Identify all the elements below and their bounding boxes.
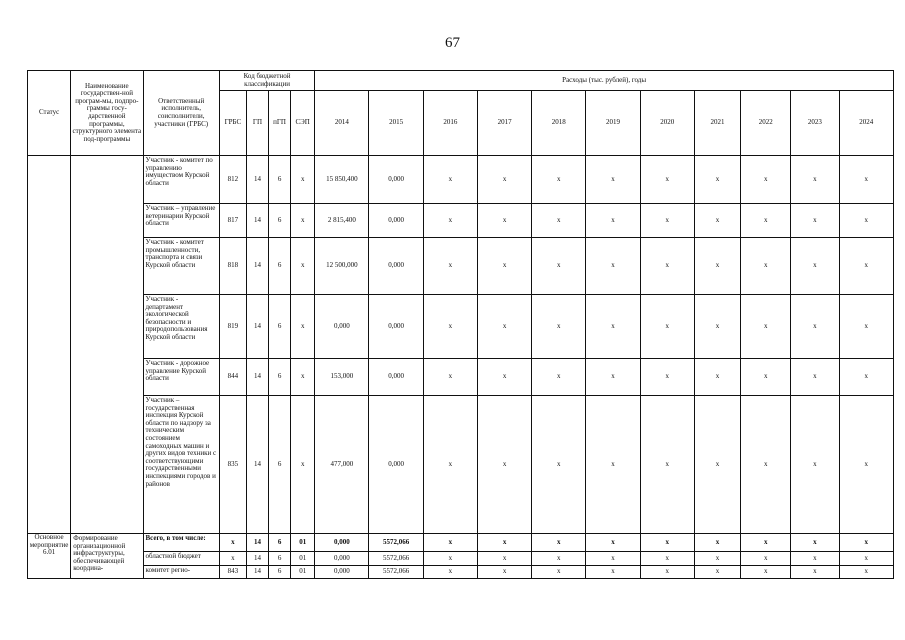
code-gp: 14 [246, 552, 268, 566]
header-year-2019: 2019 [586, 91, 640, 156]
code-grbs: x [219, 552, 246, 566]
table-row [28, 295, 894, 359]
value-2019: x [586, 534, 640, 552]
value-2024: x [839, 566, 893, 579]
code-gp: 14 [246, 396, 268, 534]
participant-name: Участник – управление ветеринарии Курской области [143, 204, 219, 238]
value-2024: x [839, 534, 893, 552]
participant-name: Участник - комитет промышленности, транспорта и связи Курской области [143, 238, 219, 295]
value-2016: x [423, 359, 477, 396]
code-gp: 14 [246, 534, 268, 552]
value-2020: x [640, 238, 694, 295]
program-name-cell-empty [71, 156, 143, 534]
value-2015: 0,000 [369, 359, 423, 396]
table-row [28, 396, 894, 534]
value-2022: x [741, 238, 791, 295]
value-2021: x [694, 204, 740, 238]
table-row [28, 359, 894, 396]
value-2017: x [477, 295, 531, 359]
value-2015: 0,000 [369, 295, 423, 359]
code-pgp: 6 [269, 552, 291, 566]
value-2024: x [839, 396, 893, 534]
value-2014: 15 850,400 [315, 156, 369, 204]
value-2019: x [586, 238, 640, 295]
page-number: 67 [445, 35, 460, 51]
value-2016: x [423, 204, 477, 238]
budget-table [27, 70, 894, 579]
code-grbs: 843 [219, 566, 246, 579]
code-pgp: 6 [269, 156, 291, 204]
value-2021: x [694, 359, 740, 396]
header-year-2017: 2017 [477, 91, 531, 156]
value-2014: 0,000 [315, 295, 369, 359]
value-2021: x [694, 396, 740, 534]
code-gp: 14 [246, 238, 268, 295]
header-expenses: Расходы (тыс. рублей), годы [315, 71, 894, 91]
code-grbs: x [219, 534, 246, 552]
table-row [28, 238, 894, 295]
value-2018: x [532, 552, 586, 566]
code-gp: 14 [246, 156, 268, 204]
status-cell-empty [28, 156, 71, 534]
header-year-2023: 2023 [791, 91, 839, 156]
value-2015: 0,000 [369, 238, 423, 295]
code-sep: x [291, 295, 315, 359]
code-gp: 14 [246, 566, 268, 579]
header-year-2016: 2016 [423, 91, 477, 156]
value-2014: 477,000 [315, 396, 369, 534]
value-2018: x [532, 566, 586, 579]
value-2014: 12 500,000 [315, 238, 369, 295]
value-2014: 0,000 [315, 534, 369, 552]
value-2022: x [741, 204, 791, 238]
value-2021: x [694, 552, 740, 566]
activity-row [28, 552, 894, 566]
value-2023: x [791, 566, 839, 579]
participant-name: Участник - дорожное управление Курской области [143, 359, 219, 396]
code-grbs: 819 [219, 295, 246, 359]
code-grbs: 817 [219, 204, 246, 238]
header-year-2015: 2015 [369, 91, 423, 156]
value-2022: x [741, 534, 791, 552]
code-pgp: 6 [269, 204, 291, 238]
header-year-2022: 2022 [741, 91, 791, 156]
header-code-1: ГРБС [219, 91, 246, 156]
value-2015: 5572,066 [369, 534, 423, 552]
value-2023: x [791, 359, 839, 396]
value-2024: x [839, 552, 893, 566]
value-2020: x [640, 534, 694, 552]
value-2017: x [477, 552, 531, 566]
header-code-3: пГП [269, 91, 291, 156]
code-sep: 01 [291, 534, 315, 552]
value-2019: x [586, 359, 640, 396]
value-2018: x [532, 396, 586, 534]
value-2024: x [839, 238, 893, 295]
header-budget-code: Код бюджетной классификации [219, 71, 314, 91]
value-2014: 0,000 [315, 566, 369, 579]
value-2018: x [532, 156, 586, 204]
value-2017: x [477, 204, 531, 238]
value-2018: x [532, 204, 586, 238]
code-gp: 14 [246, 359, 268, 396]
value-2019: x [586, 552, 640, 566]
value-2015: 0,000 [369, 156, 423, 204]
header-year-2024: 2024 [839, 91, 893, 156]
header-year-2021: 2021 [694, 91, 740, 156]
value-2017: x [477, 238, 531, 295]
value-2020: x [640, 156, 694, 204]
value-2021: x [694, 295, 740, 359]
value-2020: x [640, 396, 694, 534]
header-year-2018: 2018 [532, 91, 586, 156]
code-grbs: 818 [219, 238, 246, 295]
activity-row [28, 566, 894, 579]
activity-row [28, 534, 894, 552]
value-2014: 2 815,400 [315, 204, 369, 238]
value-2015: 5572,066 [369, 566, 423, 579]
value-2016: x [423, 238, 477, 295]
value-2016: x [423, 566, 477, 579]
code-pgp: 6 [269, 566, 291, 579]
value-2018: x [532, 238, 586, 295]
participant-name: Участник – государственная инспекция Курской области по надзору за техническим состоянием самоходных машин и других видов техники с соответствующими государственными инспекциями городов и районов [143, 396, 219, 534]
header-code-2: ГП [246, 91, 268, 156]
value-2019: x [586, 204, 640, 238]
code-sep: x [291, 396, 315, 534]
value-2017: x [477, 534, 531, 552]
code-pgp: 6 [269, 295, 291, 359]
value-2023: x [791, 156, 839, 204]
value-2016: x [423, 396, 477, 534]
code-pgp: 6 [269, 359, 291, 396]
code-sep: x [291, 204, 315, 238]
value-2016: x [423, 552, 477, 566]
value-2022: x [741, 156, 791, 204]
header-program-name: Наименование государствен-ной програм-мы, подпро-граммы госу-дарственной программы, структурного элемента под-программы [71, 71, 143, 156]
value-2020: x [640, 552, 694, 566]
table-row [28, 156, 894, 204]
code-grbs: 844 [219, 359, 246, 396]
value-2024: x [839, 204, 893, 238]
value-2019: x [586, 396, 640, 534]
value-2020: x [640, 295, 694, 359]
participant-name: Участник - комитет по управлению имуществом Курской области [143, 156, 219, 204]
code-pgp: 6 [269, 534, 291, 552]
value-2023: x [791, 204, 839, 238]
value-2015: 5572,066 [369, 552, 423, 566]
value-2023: x [791, 396, 839, 534]
code-sep: 01 [291, 566, 315, 579]
value-2022: x [741, 359, 791, 396]
code-pgp: 6 [269, 396, 291, 534]
value-2023: x [791, 552, 839, 566]
code-sep: 01 [291, 552, 315, 566]
value-2014: 153,000 [315, 359, 369, 396]
value-2014: 0,000 [315, 552, 369, 566]
value-2023: x [791, 295, 839, 359]
value-2017: x [477, 566, 531, 579]
value-2021: x [694, 238, 740, 295]
value-2023: x [791, 238, 839, 295]
value-2017: x [477, 359, 531, 396]
value-2018: x [532, 534, 586, 552]
code-sep: x [291, 238, 315, 295]
code-gp: 14 [246, 295, 268, 359]
value-2024: x [839, 359, 893, 396]
value-2019: x [586, 156, 640, 204]
value-2020: x [640, 359, 694, 396]
table-row [28, 204, 894, 238]
value-2021: x [694, 156, 740, 204]
value-2022: x [741, 566, 791, 579]
value-2020: x [640, 204, 694, 238]
code-grbs: 812 [219, 156, 246, 204]
value-2023: x [791, 534, 839, 552]
activity-status: Основное мероприятие 6.01 [28, 534, 71, 579]
value-2022: x [741, 396, 791, 534]
value-2018: x [532, 295, 586, 359]
value-2016: x [423, 295, 477, 359]
value-2016: x [423, 156, 477, 204]
value-2020: x [640, 566, 694, 579]
code-sep: x [291, 156, 315, 204]
value-2021: x [694, 566, 740, 579]
value-2019: x [586, 566, 640, 579]
participant-name: Участник - департамент экологической безопасности и природопользования Курской области [143, 295, 219, 359]
value-2017: x [477, 156, 531, 204]
value-2024: x [839, 295, 893, 359]
code-pgp: 6 [269, 238, 291, 295]
value-2015: 0,000 [369, 396, 423, 534]
value-2015: 0,000 [369, 204, 423, 238]
header-responsible: Ответственный исполнитель, соисполнители, участники (ГРБС) [143, 71, 219, 156]
code-gp: 14 [246, 204, 268, 238]
value-2022: x [741, 295, 791, 359]
value-2017: x [477, 396, 531, 534]
activity-participant: комитет регио- [143, 566, 219, 579]
activity-name: Формирование организационной инфраструктуры, обеспечивающей координа- [71, 534, 143, 579]
header-year-2014: 2014 [315, 91, 369, 156]
code-grbs: 835 [219, 396, 246, 534]
value-2024: x [839, 156, 893, 204]
value-2019: x [586, 295, 640, 359]
header-code-4: СЭП [291, 91, 315, 156]
header-status: Статус [28, 71, 71, 156]
code-sep: x [291, 359, 315, 396]
value-2022: x [741, 552, 791, 566]
activity-participant: областной бюджет [143, 552, 219, 566]
value-2016: x [423, 534, 477, 552]
value-2018: x [532, 359, 586, 396]
value-2021: x [694, 534, 740, 552]
activity-participant: Всего, в том числе: [143, 534, 219, 552]
header-year-2020: 2020 [640, 91, 694, 156]
